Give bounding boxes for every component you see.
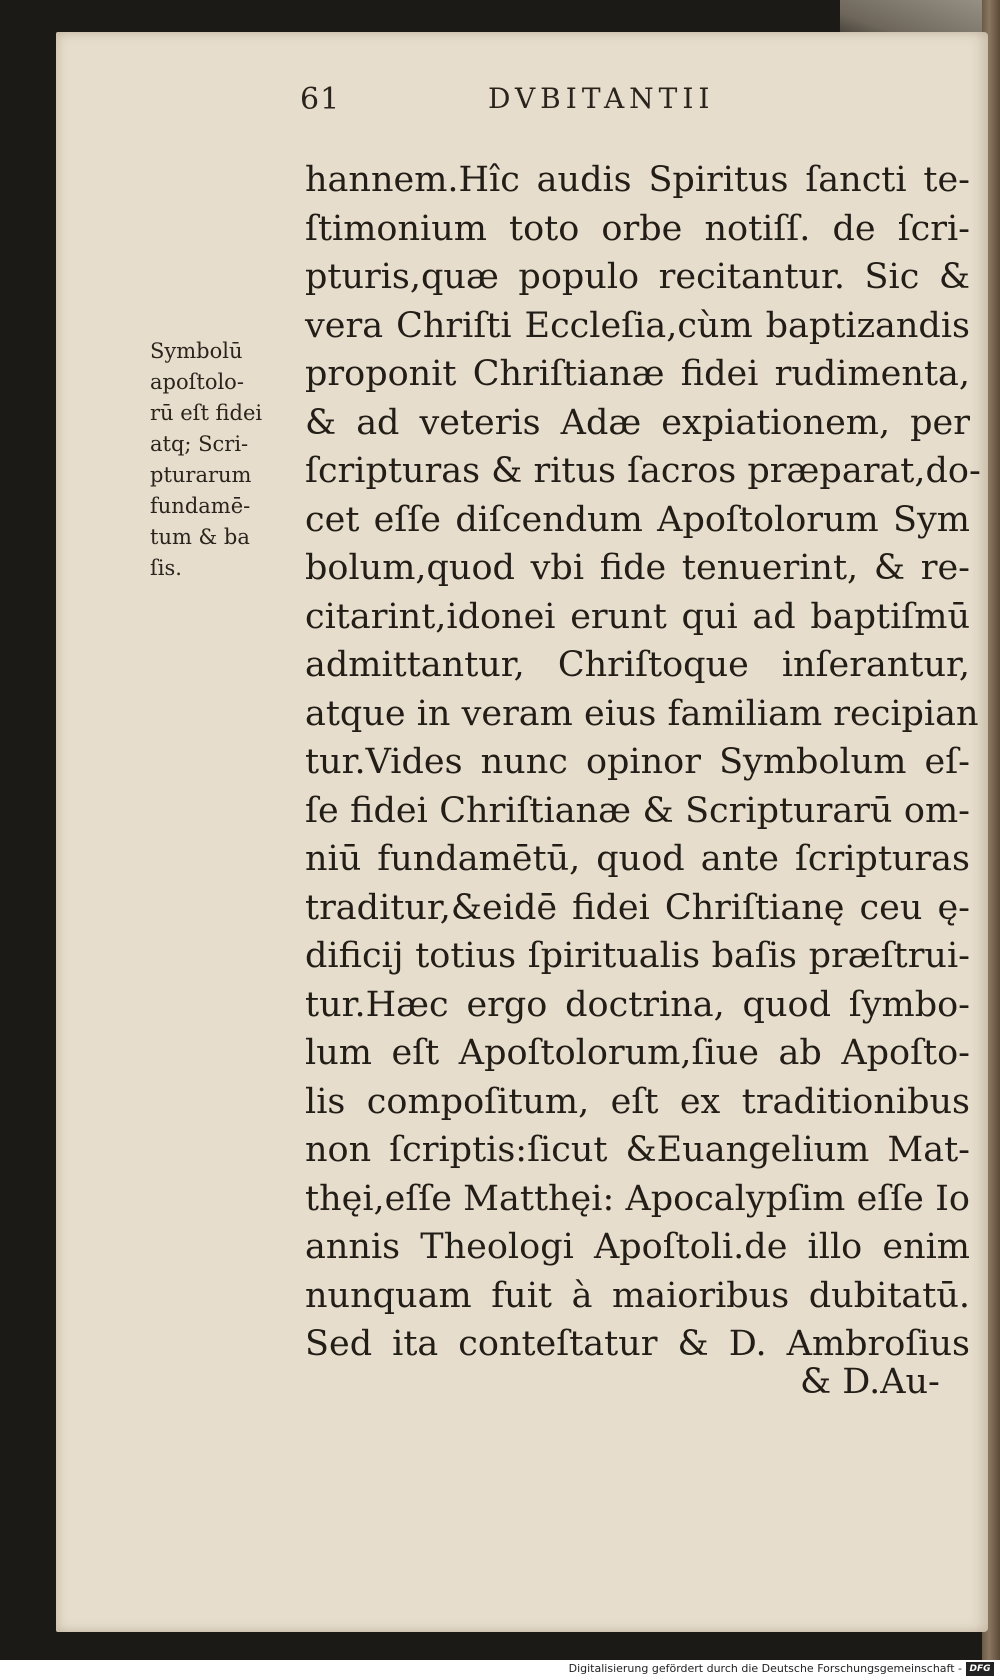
text-line: lum eſt Apoſtolorum,ſiue ab Apoſto- [305, 1033, 970, 1073]
margin-line: atq; Scri- [150, 432, 249, 456]
text-line: niū fundamētū, quod ante ſcripturas [305, 839, 970, 879]
margin-line: apoſtolo- [150, 370, 244, 394]
text-line: thęi,eſſe Matthęi: Apocalypſim eſſe Io [305, 1178, 970, 1219]
text-line: non ſcriptis:ſicut &Euangelium Mat- [305, 1130, 970, 1170]
text-line: dificij totius ſpiritualis baſis præſtrui- [305, 936, 970, 976]
margin-line: Symbolū [150, 339, 243, 363]
text-line: bolum,quod vbi fide tenuerint, & re- [305, 548, 970, 588]
margin-line: pturarum [150, 463, 252, 487]
page-header [300, 82, 760, 122]
text-line: tur.Hæc ergo doctrina, quod ſymbo- [305, 984, 970, 1025]
margin-line: rū eſt fidei [150, 401, 263, 425]
text-line: tur.Vides nunc opinor Symbolum eſ- [305, 742, 970, 782]
margin-line: tum & ba [150, 525, 250, 549]
text-line: & ad veteris Adæ expiationem, per [305, 402, 970, 443]
text-line: lis compoſitum, eſt ex traditionibus [305, 1081, 970, 1122]
text-line: cet eſſe diſcendum Apoſtolorum Sym [305, 499, 970, 540]
digitization-footer [0, 1660, 1000, 1680]
text-line: ſtimonium toto orbe notiſſ. de ſcri- [305, 208, 970, 249]
text-line: pturis,quæ populo recitantur. Sic & [305, 257, 970, 297]
page-number: 61 [300, 82, 341, 117]
dfg-logo: DFG [966, 1662, 994, 1676]
text-line: hannem.Hîc audis Spiritus ſancti te- [305, 160, 970, 200]
text-line: Sed ita conteſtatur & D. Ambroſius [305, 1324, 970, 1364]
running-head: DVBITANTII [488, 82, 715, 115]
text-line: annis Theologi Apoſtoli.de illo enim [305, 1227, 970, 1267]
margin-line: ſis. [150, 556, 182, 580]
text-line: ſe fidei Chriſtianæ & Scripturarū om- [305, 790, 970, 831]
marginal-note [150, 336, 290, 584]
funding-credit: Digitalisierung gefördert durch die Deutsche Forschungsgemeinschaft - [568, 1662, 962, 1675]
text-line: nunquam fuit à maioribus dubitatū. [305, 1275, 970, 1316]
margin-line: fundamē- [150, 494, 251, 518]
text-line: atque in veram eius familiam recipian [305, 693, 979, 734]
text-line: ſcripturas & ritus ſacros præparat,do- [305, 451, 981, 491]
text-line: traditur,&eidē fidei Chriſtianę ceu ę- [305, 887, 970, 928]
text-line: admittantur, Chriſtoque inſerantur, [305, 645, 970, 685]
text-line: vera Chriſti Eccleſia,cùm baptizandis [305, 305, 970, 346]
catchword: & D.Au- [800, 1362, 940, 1402]
text-line: citarint,idonei erunt qui ad baptiſmū [305, 596, 970, 637]
body-text [305, 156, 981, 1369]
text-line: proponit Chriſtianæ fidei rudimenta, [305, 354, 970, 394]
